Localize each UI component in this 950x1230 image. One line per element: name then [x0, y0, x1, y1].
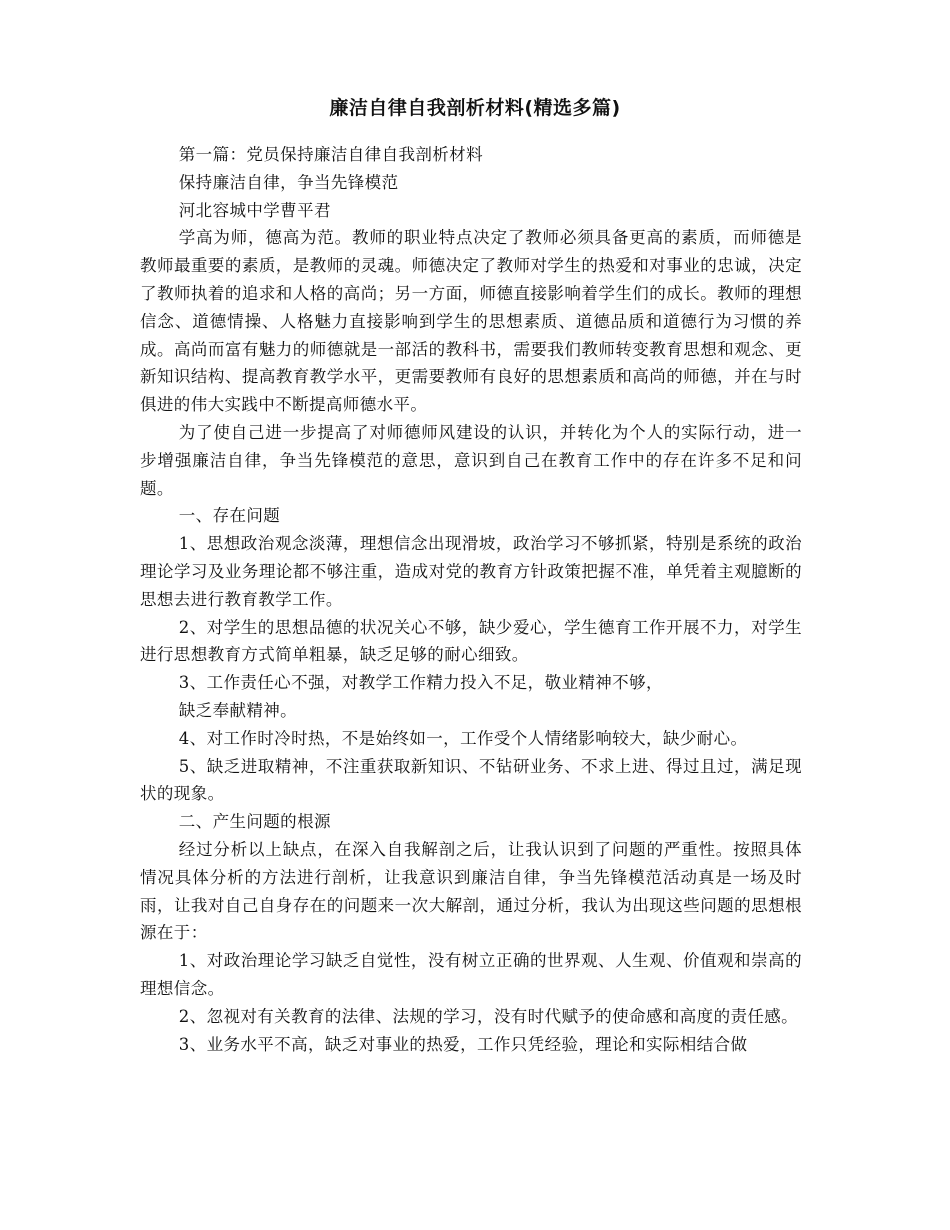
list-item: 1、思想政治观念淡薄，理想信念出现滑坡，政治学习不够抓紧，特别是系统的政治理论学习及业务理论都不够注重，造成对党的教育方针政策把握不准，单凭着主观臆断的思想去进行教育教学工作。	[140, 534, 802, 609]
paragraph: 经过分析以上缺点，在深入自我解剖之后，让我认识到了问题的严重性。按照具体情况具体分析的方法进行剖析，让我意识到廉洁自律，争当先锋模范活动真是一场及时雨，让我对自己自身存在的问题来一次大解剖，通过分析，我认为出现这些问题的思想根源在于：	[140, 839, 802, 943]
list-item: 4、对工作时冷时热，不是始终如一，工作受个人情绪影响较大，缺少耐心。	[178, 728, 748, 748]
list-item: 1、对政治理论学习缺乏自觉性，没有树立正确的世界观、人生观、价值观和崇高的理想信念。	[140, 951, 802, 998]
section-heading: 第一篇：党员保持廉洁自律自我剖析材料	[178, 145, 483, 164]
list-item: 3、业务水平不高，缺乏对事业的热爱，工作只凭经验，理论和实际相结合做	[178, 1034, 748, 1054]
list-item: 3、工作责任心不强，对教学工作精力投入不足，敬业精神不够，	[178, 673, 663, 693]
list-item: 2、忽视对有关教育的法律、法规的学习，没有时代赋予的使命感和高度的责任感。	[178, 1006, 799, 1026]
paragraph: 学高为师，德高为范。教师的职业特点决定了教师必须具备更高的素质，而师德是教师最重要的素质，是教师的灵魂。师德决定了教师对学生的热爱和对事业的忠诚，决定了教师执着的追求和人格的高尚；另一方面，师德直接影响着学生们的成长。教师的理想信念、道德情操、人格魅力直接影响到学生的思想素质、道德品质和道德行为习惯的养成。高尚而富有魅力的师德就是一部活的教科书，需要我们教师转变教育思想和观念、更新知识结构、提高教育教学水平，更需要教师有良好的思想素质和高尚的师德，并在与时俱进的伟大实践中不断提高师德水平。	[140, 228, 802, 415]
list-item: 5、缺乏进取精神，不注重获取新知识、不钻研业务、不求上进、得过且过，满足现状的现象。	[140, 756, 802, 804]
section-heading: 一、存在问题	[178, 506, 281, 526]
paragraph: 为了使自己进一步提高了对师德师风建设的认识，并转化为个人的实际行动，进一步增强廉洁自律，争当先锋模范的意思，意识到自己在教育工作中的存在许多不足和问题。	[140, 422, 802, 498]
document-title: 廉洁自律自我剖析材料(精选多篇)	[329, 97, 621, 119]
list-item: 2、对学生的思想品德的状况关心不够，缺少爱心，学生德育工作开展不力，对学生进行思想教育方式简单粗暴，缺乏足够的耐心细致。	[140, 617, 802, 665]
author-line: 河北容城中学曹平君	[178, 200, 331, 220]
list-item-continuation: 缺乏奉献精神。	[178, 700, 298, 720]
document-body	[140, 141, 802, 1058]
subtitle: 保持廉洁自律，争当先锋模范	[178, 172, 399, 192]
section-heading: 二、产生问题的根源	[178, 812, 331, 832]
